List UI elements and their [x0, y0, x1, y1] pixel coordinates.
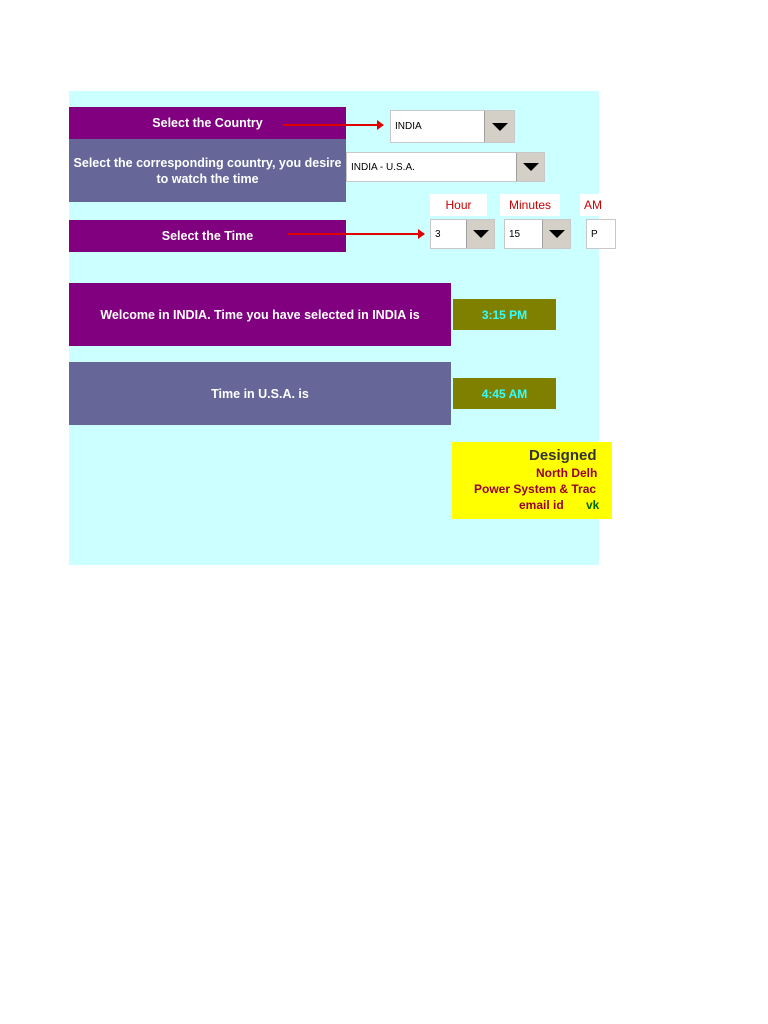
credit-line-2: Power System & Trac: [474, 482, 597, 496]
time-pointer-arrow-icon: [288, 233, 419, 235]
minutes-dropdown-value: 15: [509, 228, 521, 240]
target-country-dropdown-value: INDIA - U.S.A.: [351, 161, 415, 173]
target-country-dropdown-button[interactable]: [516, 153, 544, 181]
minutes-dropdown[interactable]: [504, 219, 571, 249]
target-country-dropdown[interactable]: [346, 152, 545, 182]
credit-title: Designed: [529, 447, 597, 464]
source-time-message: Welcome in INDIA. Time you have selected in INDIA is: [69, 283, 451, 346]
spreadsheet-area: [69, 91, 602, 565]
country-dropdown[interactable]: [390, 110, 515, 143]
minutes-header: Minutes: [500, 194, 560, 216]
hour-dropdown-value: 3: [435, 228, 441, 240]
hour-header: Hour: [430, 194, 487, 216]
hour-dropdown-button[interactable]: [466, 220, 494, 248]
select-country-label: Select the Country: [69, 107, 346, 139]
country-dropdown-button[interactable]: [484, 111, 514, 142]
credit-email-value: vk: [586, 498, 600, 512]
chevron-down-icon: [549, 230, 565, 238]
target-country-label: Select the corresponding country, you desire to watch the time: [69, 139, 346, 202]
target-time-message: Time in U.S.A. is: [69, 362, 451, 425]
country-dropdown-value: INDIA: [395, 121, 422, 132]
select-time-label: Select the Time: [69, 220, 346, 252]
target-time-value: 4:45 AM: [453, 378, 556, 409]
chevron-down-icon: [473, 230, 489, 238]
chevron-down-icon: [492, 123, 508, 131]
chevron-down-icon: [523, 163, 539, 171]
hour-dropdown[interactable]: [430, 219, 495, 249]
credit-email-label: email id: [519, 498, 564, 512]
source-time-value: 3:15 PM: [453, 299, 556, 330]
ampm-dropdown-value: P: [591, 228, 598, 240]
country-pointer-arrow-icon: [283, 124, 378, 126]
credit-line-1: North Delh: [536, 466, 598, 480]
minutes-dropdown-button[interactable]: [542, 220, 570, 248]
ampm-dropdown[interactable]: [586, 219, 616, 249]
ampm-header: AM: [580, 194, 614, 216]
credit-box: [452, 442, 612, 519]
